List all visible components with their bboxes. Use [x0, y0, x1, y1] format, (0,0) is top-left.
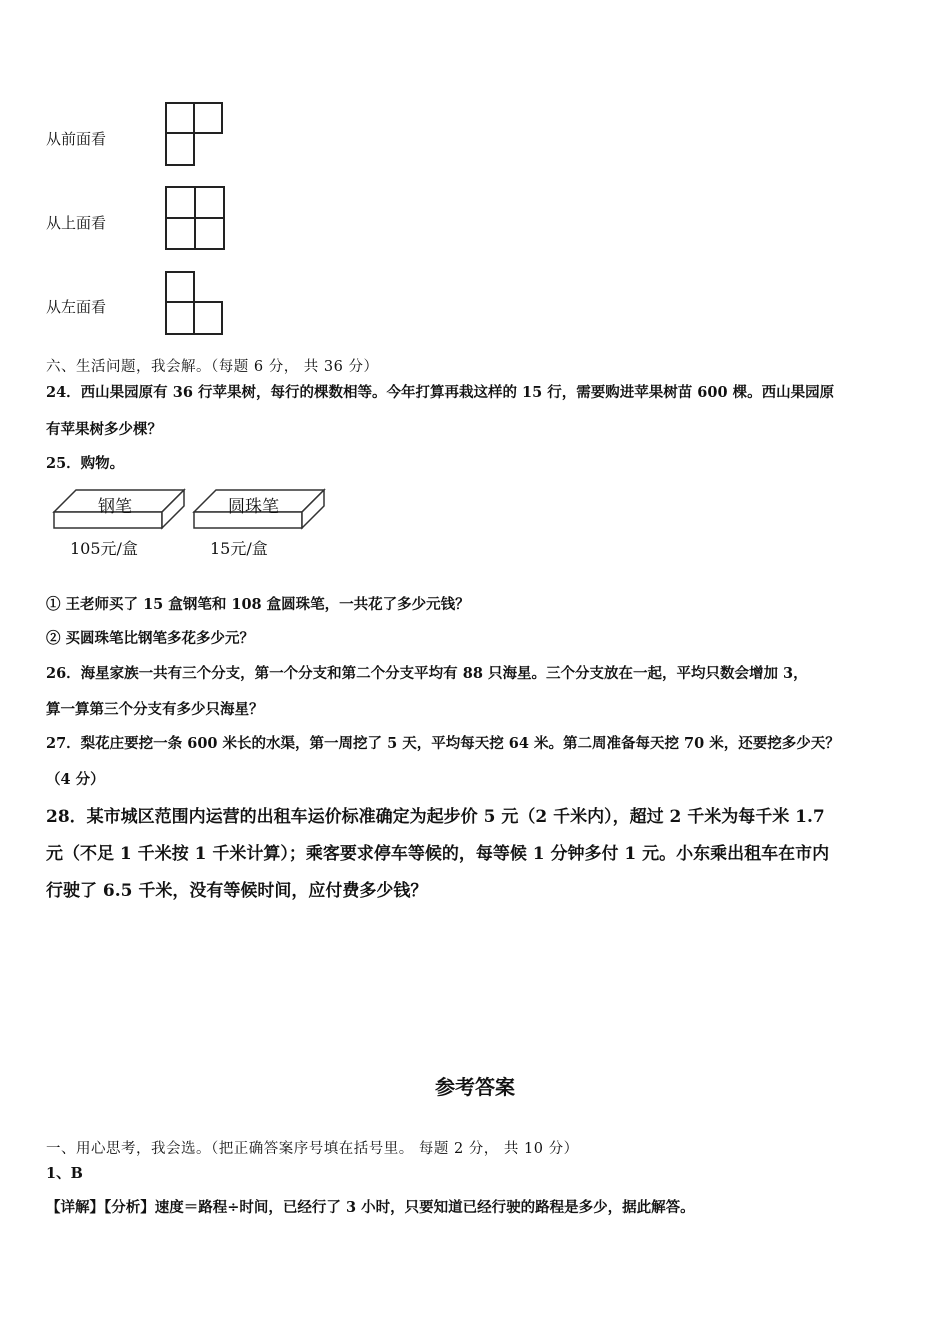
q26-line1: 26．海星家族一共有三个分支，第一个分支和第二个分支平均有 88 只海星。三个分支放在一起，平均只数会增加 3， — [46, 665, 808, 682]
answer-1: 1、B — [46, 1165, 83, 1182]
left-view-grid-icon — [164, 270, 224, 336]
q25-sub2: ② 买圆珠笔比钢笔多花多少元？ — [46, 630, 255, 647]
ballpen-box — [192, 486, 328, 532]
q24-line2: 有苹果树多少棵？ — [46, 421, 162, 438]
q25-title: 25．购物。 — [46, 455, 125, 472]
answers-title: 参考答案 — [435, 1075, 515, 1099]
top-view-grid-icon — [164, 185, 226, 251]
q27-line1: 27．梨花庄要挖一条 600 米长的水渠，第一周挖了 5 天，平均每天挖 64 米。第二周准备每天挖 70 米，还要挖多少天？ — [46, 735, 840, 752]
pen-box — [52, 486, 188, 532]
q27-line2: （4 分） — [46, 771, 105, 788]
q28-line3: 行驶了 6.5 千米，没有等候时间，应付费多少钱？ — [46, 881, 428, 901]
answer-1-detail: 【详解】【分析】速度＝路程÷时间，已经行了 3 小时，只要知道已经行驶的路程是多少，据此解答。 — [46, 1199, 695, 1216]
pen-box-label: 钢笔 — [98, 497, 132, 517]
pen-price: 105元/盒 — [70, 539, 138, 558]
q26-line2: 算一算第三个分支有多少只海星？ — [46, 701, 264, 718]
q24-line1: 24．西山果园原有 36 行苹果树，每行的棵数相等。今年打算再栽这样的 15 行，需要购进苹果树苗 600 棵。西山果园原 — [46, 384, 835, 401]
q28-line2: 元（不足 1 千米按 1 千米计算）；乘客要求停车等候的，每等候 1 分钟多付 1 元。小东乘出租车在市内 — [46, 844, 830, 864]
front-view-grid-icon — [164, 101, 224, 167]
answers-section1: 一、用心思考，我会选。（把正确答案序号填在括号里。 每题 2 分， 共 10 分） — [46, 1141, 579, 1157]
left-view-label: 从左面看 — [46, 298, 107, 316]
q25-sub1: ① 王老师买了 15 盒钢笔和 108 盒圆珠笔，一共花了多少元钱？ — [46, 596, 470, 613]
q28-line1: 28．某市城区范围内运营的出租车运价标准确定为起步价 5 元（2 千米内），超过 2 千米为每千米 1.7 — [46, 807, 825, 827]
front-view-label: 从前面看 — [46, 130, 107, 148]
ballpen-box-label: 圆珠笔 — [228, 497, 279, 517]
top-view-label: 从上面看 — [46, 214, 107, 232]
ballpen-price: 15元/盒 — [210, 539, 268, 558]
section6-title: 六、生活问题，我会解。（每题 6 分， 共 36 分） — [46, 359, 379, 375]
